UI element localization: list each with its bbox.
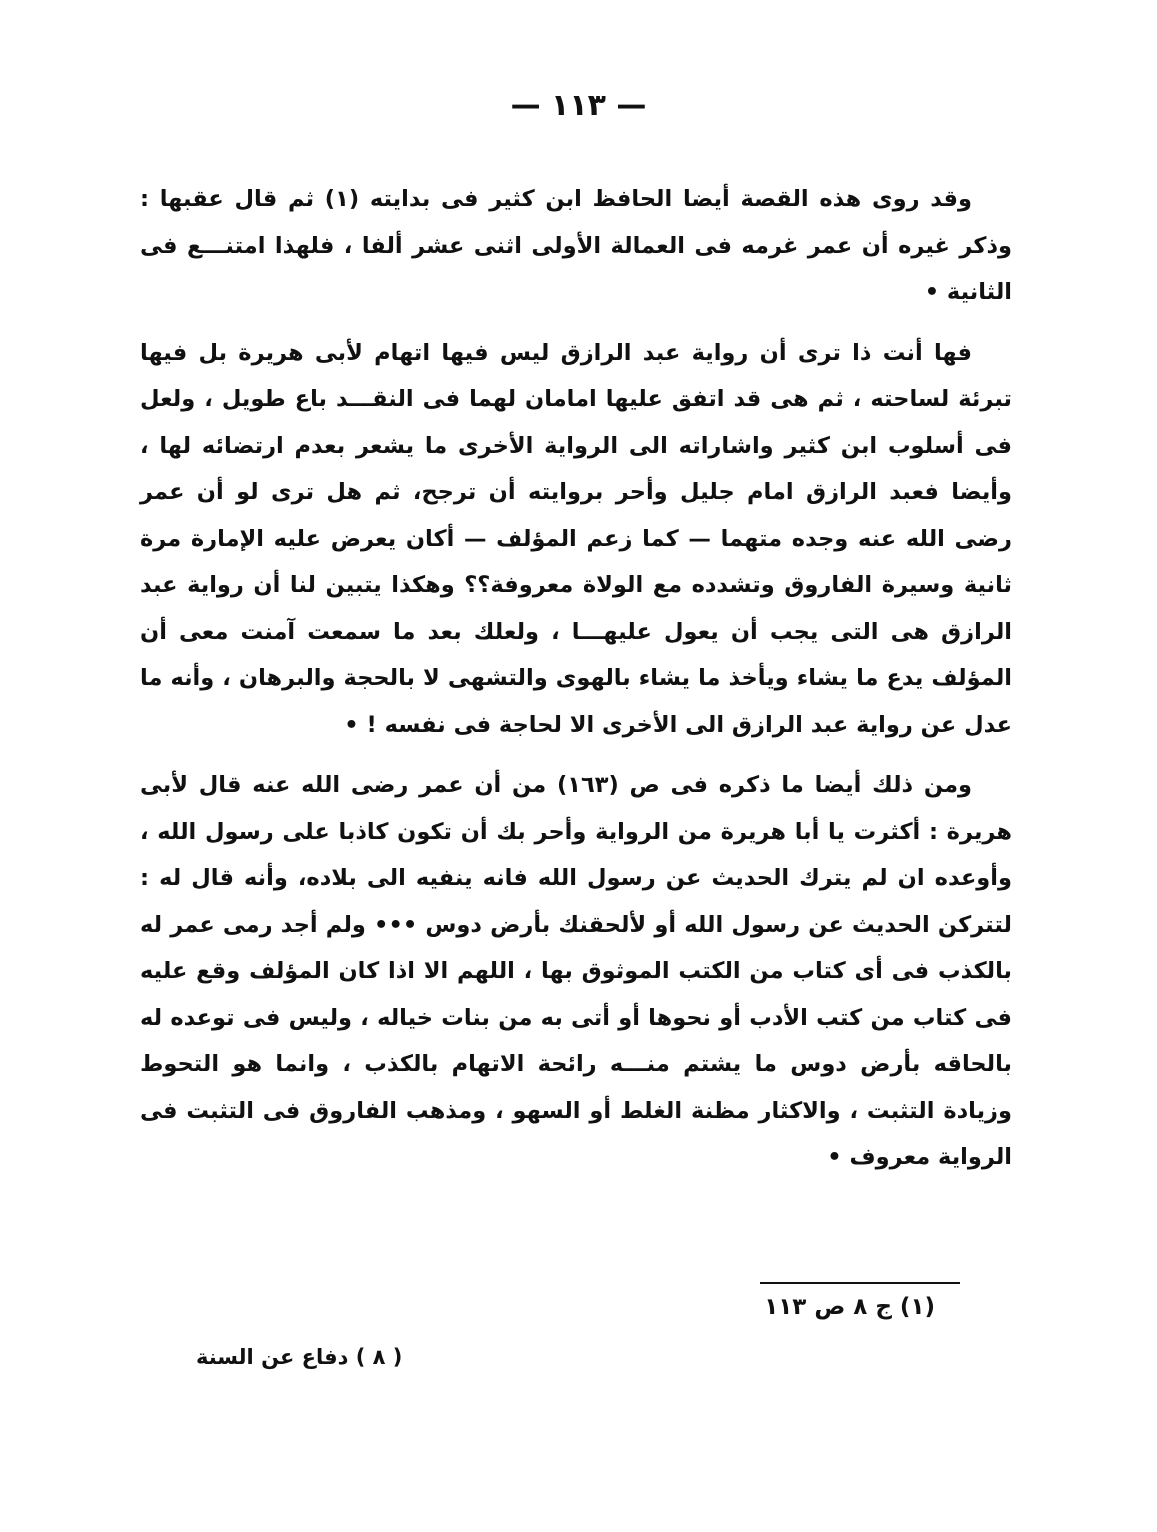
body-text: [140, 176, 1012, 1193]
signature-mark: ( ٨ ) دفاع عن السنة: [196, 1345, 403, 1369]
page-number: — ١١٣ —: [510, 88, 647, 123]
paragraph-3: ومن ذلك أيضا ما ذكره فى ص (١٦٣) من أن عمر رضى الله عنه قال لأبى هريرة : أكثرت يا أبا هريرة من الرواية وأحر بك أن تكون كاذبا على رسول الله ، وأوعده ان لم يترك الحديث عن رسول الله فانه ينفيه الى بلاده، وأنه قال له : لتتركن الحديث عن رسول الله أو لألحقنك بأرض دوس ••• ولم أجد رمى عمر له بالكذب فى أى كتاب من الكتب الموثوق بها ، اللهم الا اذا كان المؤلف وقع عليه فى كتاب من كتب الأدب أو نحوها أو أتى به من بنات خياله ، وليس فى توعده له بالحاقه بأرض دوس ما يشتم منـــه رائحة الاتهام بالكذب ، وانما هو التحوط وزيادة التثبت ، والاكثار مظنة الغلط أو السهو ، ومذهب الفاروق فى التثبت فى الرواية معروف •: [140, 772, 1012, 1170]
paragraph-1: وقد روى هذه القصة أيضا الحافظ ابن كثير فى بدايته (١) ثم قال عقبها : وذكر غيره أن عمر غرمه فى العمالة الأولى اثنى عشر ألفا ، فلهذا امتنـــع فى الثانية •: [140, 186, 1012, 305]
footnote-divider: [760, 1282, 960, 1284]
footnote: (١) ج ٨ ص ١١٣: [764, 1294, 935, 1320]
paragraph-2: فها أنت ذا ترى أن رواية عبد الرازق ليس فيها اتهام لأبى هريرة بل فيها تبرئة لساحته ، ثم هى قد اتفق عليها امامان لهما فى النقـــد باع طويل ، ولعل فى أسلوب ابن كثير واشاراته الى الرواية الأخرى ما يشعر بعدم ارتضائه لها ، وأيضا فعبد الرازق امام جليل وأحر بروايته أن ترجح، ثم هل ترى لو أن عمر رضى الله عنه وجده متهما — كما زعم المؤلف — أكان يعرض عليه الإمارة مرة ثانية وسيرة الفاروق وتشدده مع الولاة معروفة؟؟ وهكذا يتبين لنا أن رواية عبد الرازق هى التى يجب أن يعول عليهـــا ، ولعلك بعد ما سمعت آمنت معى أن المؤلف يدع ما يشاء ويأخذ ما يشاء بالهوى والتشهى لا بالحجة والبرهان ، وأنه ما عدل عن رواية عبد الرازق الى الأخرى الا لحاجة فى نفسه ! •: [140, 339, 1012, 738]
